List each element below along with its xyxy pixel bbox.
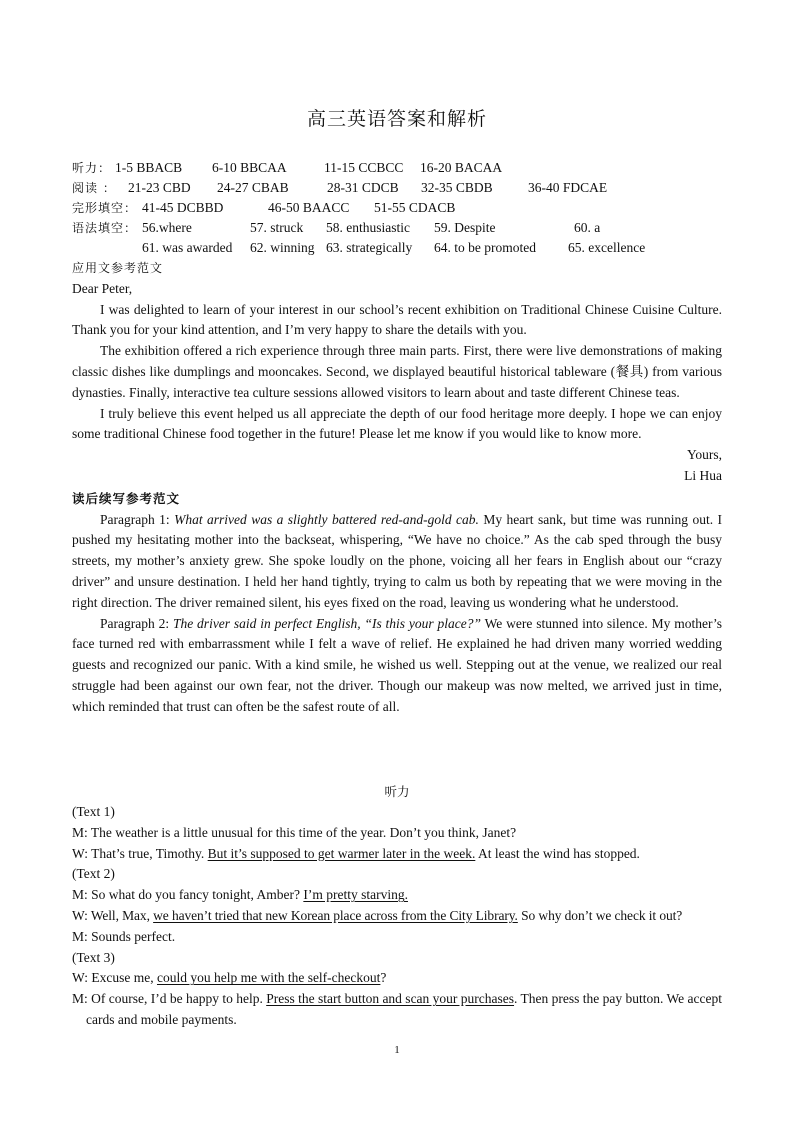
answers-label: 听力： [72, 161, 112, 175]
answers-label: 完形填空： [72, 201, 138, 215]
line-text: At least the wind has stopped. [475, 845, 640, 861]
letter-section [72, 258, 722, 718]
answer-item: 16-20 BACAA [420, 160, 503, 175]
text-label: (Text 3) [72, 949, 115, 965]
answer-item: 58. enthusiastic [326, 220, 410, 235]
answer-item: 28-31 CDCB [327, 180, 399, 195]
letter-paragraph: I was delighted to learn of your interest in our school’s recent exhibition on Traditional Chinese Cuisine Culture. Thank you for your kind attention, and I’m very happy to share the details with you. [72, 301, 722, 338]
continuation-paragraph [72, 614, 722, 718]
answer-item: 65. excellence [568, 240, 646, 255]
given-sentence: What arrived was a slightly battered red-and-gold cab. [174, 511, 479, 527]
line-text: So why don’t we check it out? [517, 907, 683, 923]
dialogue-line [72, 906, 722, 927]
answer-item: 41-45 DCBBD [142, 200, 224, 215]
answer-item: 61. was awarded [142, 240, 233, 255]
section-heading: 听力 [384, 784, 410, 799]
letter-closing: Yours, [686, 447, 722, 463]
dialogue-line [72, 968, 722, 989]
page-number: 1 [394, 1044, 400, 1056]
answer-item: 62. winning [250, 240, 315, 255]
answer-item: 6-10 BBCAA [212, 160, 287, 175]
answer-item: 11-15 CCBCC [324, 160, 404, 175]
letter-greeting: Dear Peter, [72, 280, 133, 296]
answer-item: 46-50 BAACC [268, 200, 350, 215]
line-text: ? [380, 970, 387, 986]
dialogue-line [72, 989, 722, 1031]
section-heading: 读后续写参考范文 [72, 490, 181, 506]
answers-label: 语法填空： [72, 221, 138, 235]
section-heading: 应用文参考范文 [72, 261, 164, 275]
letter-signature: Li Hua [684, 467, 722, 483]
underlined-text: But it’s supposed to get warmer later in the week. [207, 845, 476, 861]
answer-item: 21-23 CBD [128, 180, 191, 195]
answer-item: 57. struck [250, 220, 304, 235]
answer-item: 51-55 CDACB [374, 200, 456, 215]
given-sentence: The driver said in perfect English, “Is this your place?” [172, 615, 482, 631]
dialogue-line: M: Sounds perfect. [72, 928, 176, 944]
answer-item: 56.where [142, 220, 192, 235]
answer-item: 59. Despite [434, 220, 496, 235]
dialogue-line [72, 844, 722, 865]
line-text: M: So what do you fancy tonight, Amber? [72, 887, 304, 903]
answer-item: 64. to be promoted [434, 240, 536, 255]
answer-item: 36-40 FDCAE [528, 180, 608, 195]
paragraph-label: Paragraph 2: [100, 615, 173, 631]
underlined-text: we haven’t tried that new Korean place across from the City Library. [153, 907, 518, 923]
paragraph-body: My heart sank, but time was running out. I pushed my hesitating mother into the backseat, whispering, “We have no choice.” As the cab sped through the busy streets, my mother’s anxiety grew. She spoke loudly on the phone, voicing all her fears in English about our “crazy driver” and unsure destination. I held her hand tightly, trying to calm us both by repeating that we were moving in the right direction. The driver remained silent, his eyes fixed on the road, leaving us wondering what he understood. [72, 511, 723, 610]
line-text: M: Of course, I’d be happy to help. [72, 991, 267, 1007]
answer-item: 1-5 BBACB [115, 160, 183, 175]
answer-item: 32-35 CBDB [421, 180, 493, 195]
line-text: W: Excuse me, [72, 970, 157, 986]
line-text: . Then press the pay button. We accept cards and mobile payments. [86, 991, 723, 1027]
paragraph-body: We were stunned into silence. My mother’s face turned red with embarrassment while I felt a wave of relief. He explained he had driven many worried wedding guests and recognized our panic. With a kind smile, he wished us well. Stepping out at the venue, we realized our real struggle had been against our own fear, not the driver. Though our makeup was now melted, we arrived just in time, which reminded that trust can often be the safest route of all. [72, 615, 722, 714]
line-text: W: Well, Max, [72, 907, 154, 923]
dialogue-line: M: The weather is a little unusual for this time of the year. Don’t you think, Janet? [72, 824, 517, 840]
answer-item: 60. a [574, 220, 601, 235]
underlined-text: could you help me with the self-checkout [156, 970, 381, 986]
letter-paragraph: The exhibition offered a rich experience through three main parts. First, there were live demonstrations of making classic dishes like dumplings and mooncakes. Second, we displayed beautiful historical tableware (餐具) from various dynasties. Finally, interactive tea culture sessions allowed visitors to learn about and taste different Chinese teas. [72, 343, 722, 400]
answers-label: 阅读 ： [72, 181, 116, 195]
text-label: (Text 2) [72, 866, 115, 882]
answer-item: 63. strategically [326, 240, 413, 255]
letter-paragraph: I truly believe this event helped us all appreciate the depth of our food heritage more deeply. I hope we can enjoy some traditional Chinese food together in the future! Please let me know if you would like to know more. [72, 405, 722, 442]
text-label: (Text 1) [72, 804, 115, 819]
dialogue-line [72, 885, 722, 906]
continuation-paragraph [72, 510, 722, 614]
underlined-text: Press the start button and scan your purchases [266, 991, 515, 1007]
page-title: 高三英语答案和解析 [306, 108, 487, 130]
transcript-section [72, 802, 722, 1031]
underlined-text: I’m pretty starving. [303, 887, 408, 903]
line-text: W: That’s true, Timothy. [72, 845, 208, 861]
paragraph-label: Paragraph 1: [100, 511, 175, 527]
answer-item: 24-27 CBAB [217, 180, 289, 195]
